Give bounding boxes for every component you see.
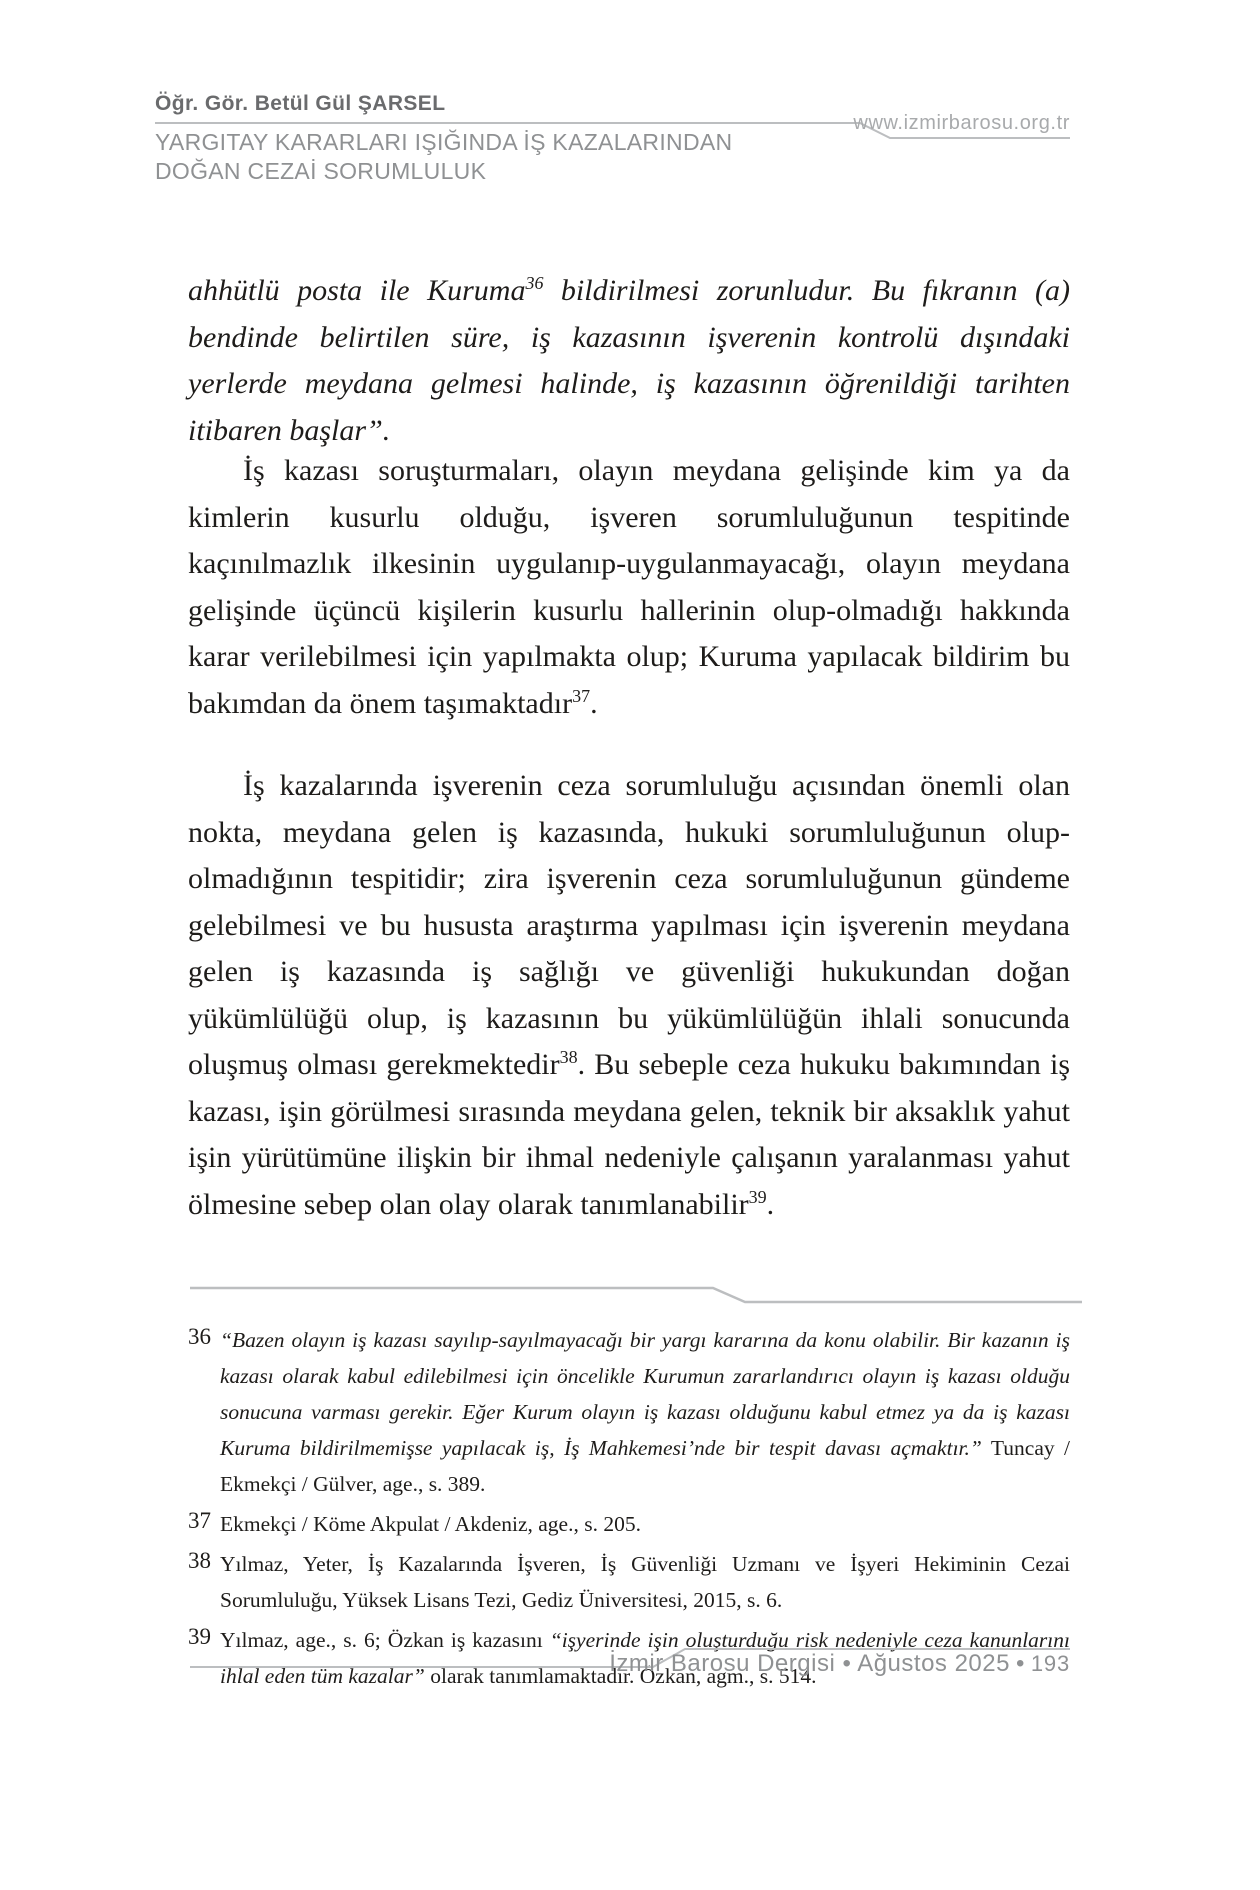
text-segment: “Bazen olayın iş kazası sayılıp-sayılmayacağı bir yargı kararına da konu olabilir. Bir kazanın iş kazası olarak kabul edilebilmesi için öncelikle Kurumun zararlandırıcı olayın iş kazası olduğu sonucuna varması gerekir. Eğer Kurum olayın iş kazası olduğunu kabul etmez ya da iş kazası Kuruma bildirilmemişse yapılacak iş, İş Mahkemesi’nde bir tespit davası açmaktır.”	[220, 1328, 1070, 1460]
text-segment: Ekmekçi / Köme Akpulat / Akdeniz, age., s. 205.	[220, 1512, 641, 1536]
footnote-ref: 36	[525, 273, 544, 293]
author-name: Öğr. Gör. Betül Gül ŞARSEL	[155, 92, 446, 115]
footnote-ref: 37	[572, 685, 591, 706]
article-title-line1: YARGITAY KARARLARI IŞIĞINDA İŞ KAZALARINDAN	[155, 129, 733, 155]
footnote-number: 37	[188, 1508, 211, 1533]
text-segment: İş kazalarında işverenin ceza sorumluluğu açısından önemli olan nokta, meydana gelen iş kazasında, hukuki sorumluluğunun olup-olmadığının tespitidir; zira işverenin ceza sorumluluğunun gündeme gelebilmesi ve bu hususta araştırma yapılması için işverenin meydana gelen iş kazasında iş sağlığı ve güvenliği hukukundan doğan yükümlülüğü olup, iş kazasının bu yükümlülüğün ihlali sonucunda oluşmuş olması gerekmektedir	[188, 769, 1070, 1081]
footnote-38	[188, 1546, 1070, 1618]
footnote-number: 38	[188, 1548, 211, 1573]
footnote-number: 39	[188, 1624, 211, 1649]
text-segment: . Bu sebeple ceza hukuku bakımından iş kazası, işin görülmesi sırasında meydana gelen, teknik bir aksaklık yahut işin yürütümüne ilişkin bir ihmal nedeniyle çalışanın yaralanması yahut ölmesine sebep olan olay olarak tanımlanabilir	[188, 1048, 1071, 1221]
text-segment: Yılmaz, Yeter, İş Kazalarında İşveren, İş Güvenliği Uzmanı ve İşyeri Hekiminin Cezai Sorumluluğu, Yüksek Lisans Tezi, Gediz Üniversitesi, 2015, s. 6.	[220, 1552, 1070, 1612]
footnote-36	[188, 1322, 1070, 1502]
article-title-line2: DOĞAN CEZAİ SORUMLULUK	[155, 158, 487, 184]
text-segment: Tuncay / Ekmekçi / Gülver, age., s. 389.	[220, 1436, 1070, 1496]
page-number: 193	[1030, 1651, 1070, 1676]
text-segment: olarak tanımlamaktadır. Özkan, agm., s. 514.	[424, 1664, 817, 1688]
paragraph-2	[188, 448, 1070, 727]
page-footer	[155, 1650, 1070, 1678]
footnote-divider-line	[190, 1288, 1082, 1302]
footnote-number: 36	[188, 1324, 211, 1349]
article-title	[155, 128, 915, 186]
text-segment: ahhütlü posta ile Kuruma	[188, 274, 526, 307]
footer-separator: •	[1015, 1650, 1025, 1677]
footnote-ref: 38	[559, 1047, 578, 1067]
text-segment: “işyerinde işin oluşturduğu risk nedeniyle ceza kanunlarını ihlal eden tüm kazalar”	[220, 1628, 1070, 1688]
text-segment: Yılmaz, age., s. 6; Özkan iş kazasını	[220, 1628, 550, 1652]
paragraph-3	[188, 763, 1070, 1228]
paragraph-quote-continuation	[188, 268, 1070, 454]
footnotes-section	[188, 1322, 1070, 1698]
footnote-text	[220, 1328, 1070, 1496]
text-segment: İş kazası soruşturmaları, olayın meydana gelişinde kim ya da kimlerin kusurlu olduğu, işveren sorumluluğunun tespitinde kaçınılmazlık ilkesinin uygulanıp-uygulanmayacağı, olayın meydana gelişinde üçüncü kişilerin kusurlu hallerinin olup-olmadığı hakkında karar verilebilmesi için yapılmakta olup; Kuruma yapılacak bildirim bu bakımdan da önem taşımaktadır	[188, 454, 1070, 720]
footnote-divider	[188, 1286, 1085, 1306]
website-url: www.izmirbarosu.org.tr	[853, 112, 1070, 134]
footnote-text	[220, 1512, 641, 1536]
text-segment: .	[590, 686, 598, 720]
text-segment: .	[766, 1187, 775, 1221]
footnote-37	[188, 1506, 1070, 1542]
text-segment: bildirilmesi zorunludur. Bu fıkranın (a) bendinde belirtilen süre, iş kazasının işverenin kontrolü dışındaki yerlerde meydana gelmesi halinde, iş kazasının öğrenildiği tarihten itibaren başlar”.	[188, 274, 1071, 447]
footnote-text	[220, 1552, 1070, 1612]
journal-name-and-issue: İzmir Barosu Dergisi • Ağustos 2025	[609, 1650, 1010, 1677]
footnote-ref: 39	[748, 1186, 767, 1207]
